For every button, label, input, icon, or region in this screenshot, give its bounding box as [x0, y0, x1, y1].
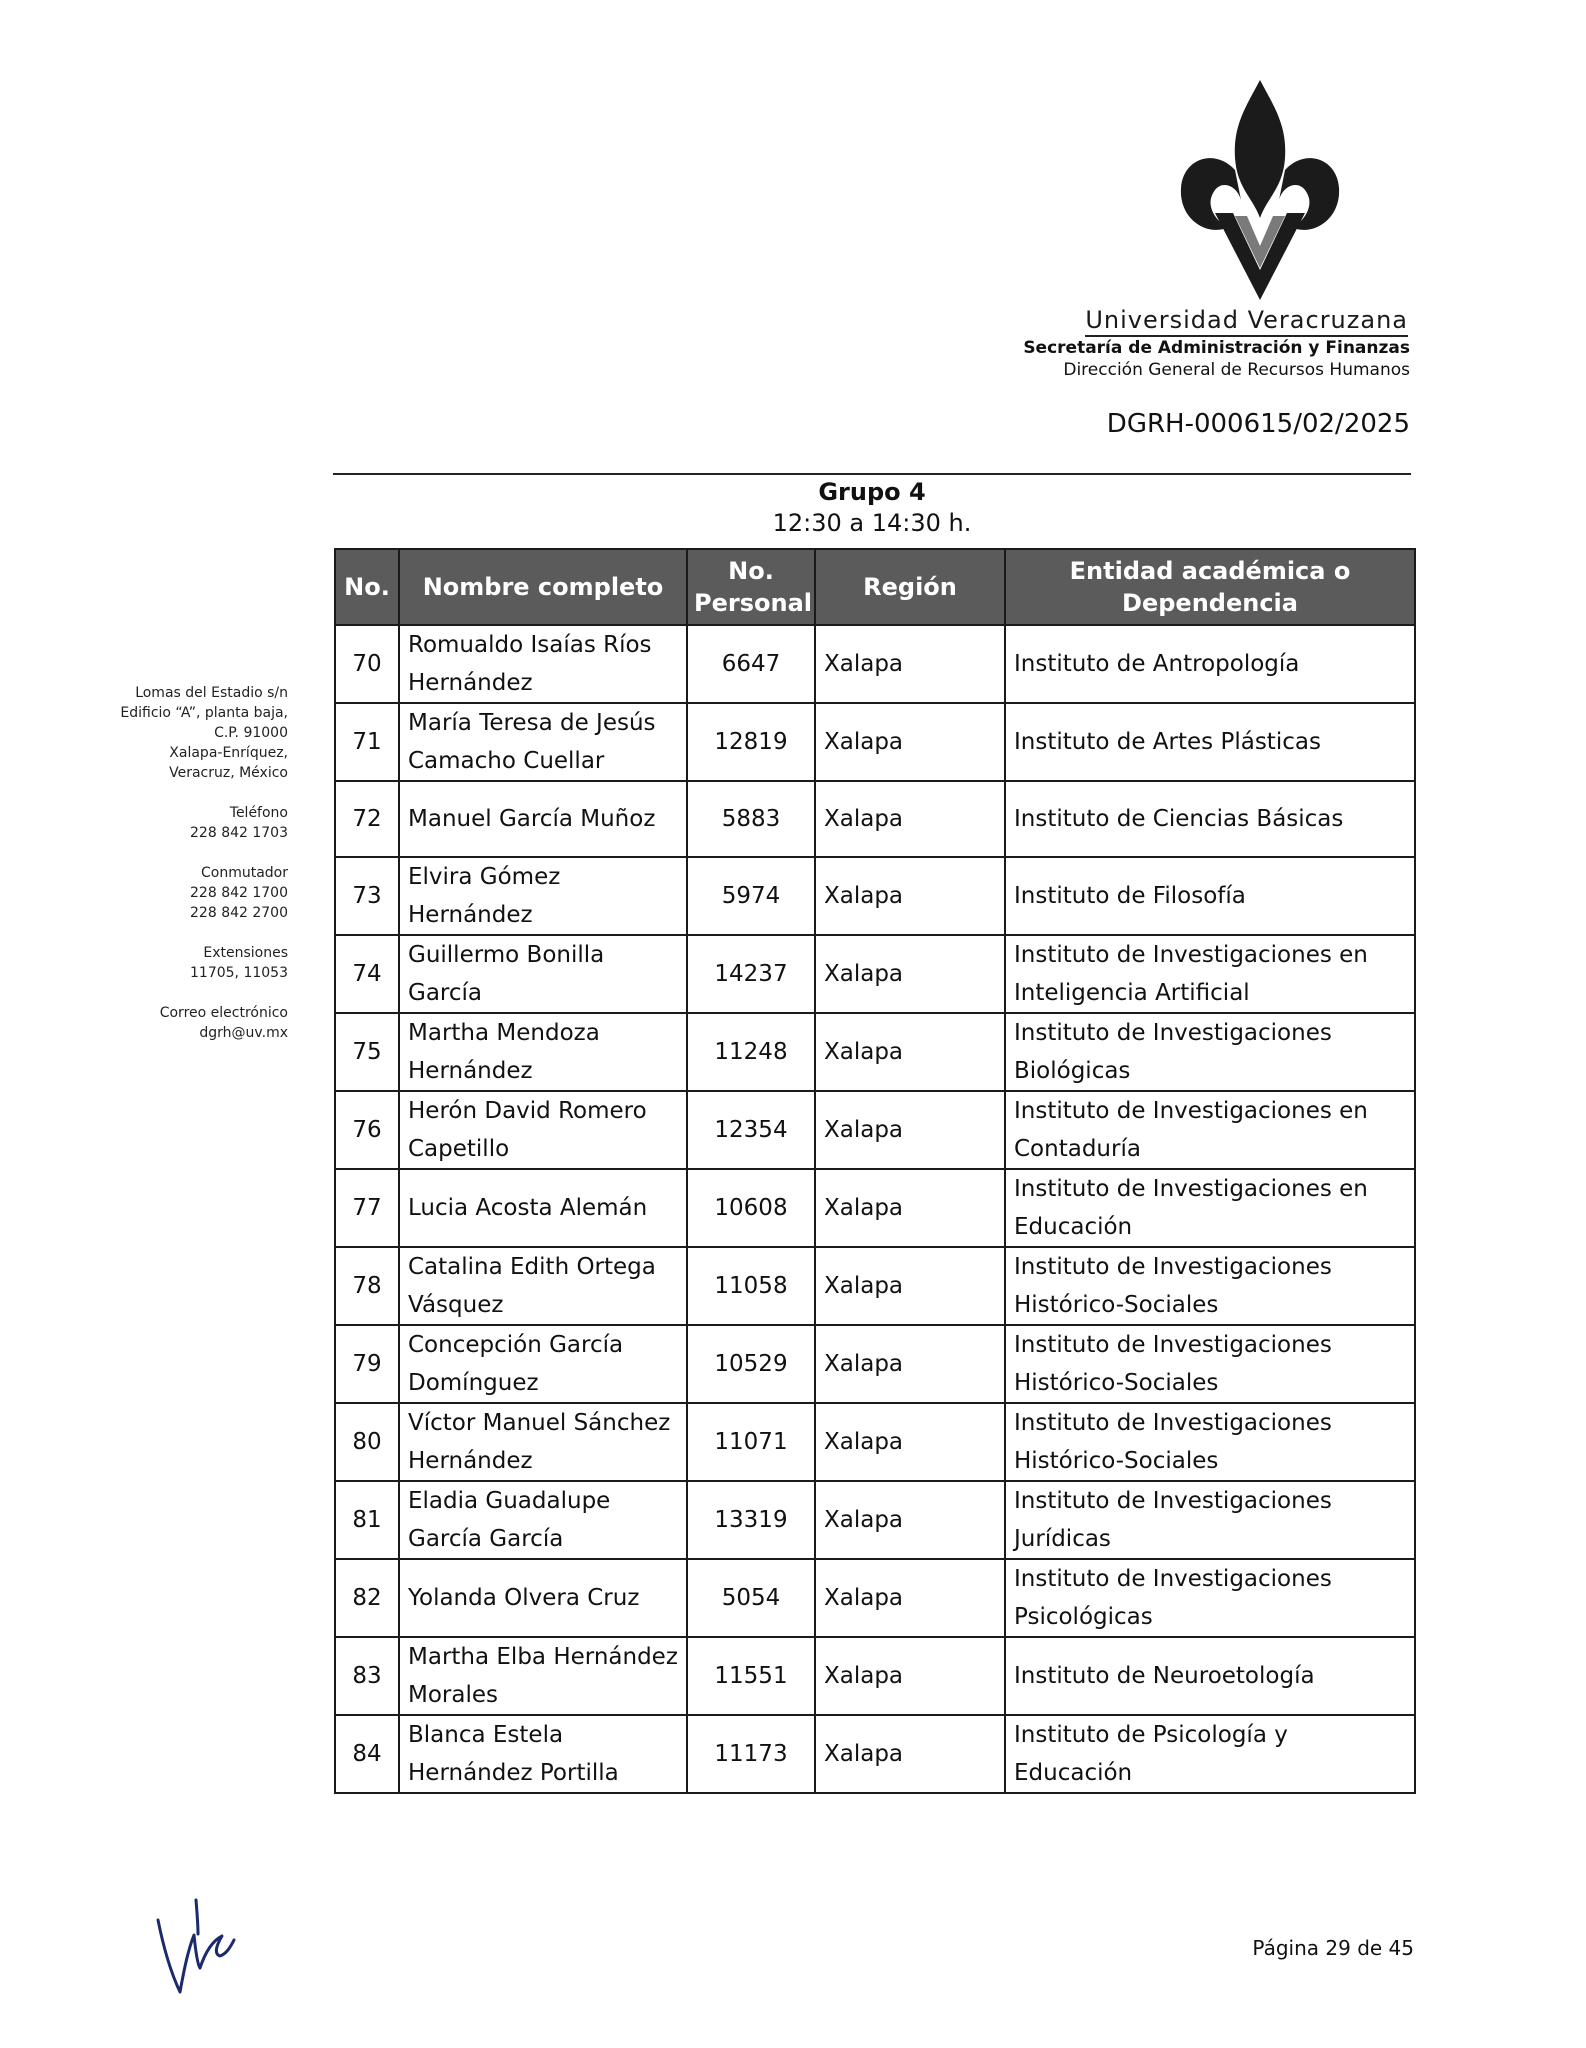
email-label: Correo electrónico	[159, 1005, 288, 1021]
row-personal-number: 5054	[687, 1559, 815, 1637]
row-region: Xalapa	[815, 1247, 1005, 1325]
row-number: 81	[335, 1481, 399, 1559]
table-row	[335, 935, 1415, 1013]
table-row	[335, 1403, 1415, 1481]
row-number: 72	[335, 781, 399, 857]
row-entity: Instituto de Investigaciones Histórico-Sociales	[1005, 1247, 1415, 1325]
row-full-name: Manuel García Muñoz	[399, 781, 687, 857]
signature-mark	[150, 1880, 240, 2000]
row-number: 76	[335, 1091, 399, 1169]
row-number: 78	[335, 1247, 399, 1325]
address-line: C.P. 91000	[214, 725, 288, 741]
row-number: 84	[335, 1715, 399, 1793]
row-number: 74	[335, 935, 399, 1013]
row-region: Xalapa	[815, 857, 1005, 935]
row-number: 77	[335, 1169, 399, 1247]
row-entity: Instituto de Investigaciones Biológicas	[1005, 1013, 1415, 1091]
phone-number: 228 842 1703	[190, 825, 288, 841]
row-personal-number: 6647	[687, 625, 815, 703]
row-number: 73	[335, 857, 399, 935]
header-personal: No. Personal	[687, 549, 815, 625]
row-region: Xalapa	[815, 935, 1005, 1013]
row-number: 71	[335, 703, 399, 781]
row-number: 82	[335, 1559, 399, 1637]
header-entity: Entidad académica o Dependencia	[1005, 549, 1415, 625]
email-block	[120, 1003, 288, 1043]
row-personal-number: 11173	[687, 1715, 815, 1793]
extensions-block	[120, 943, 288, 983]
switchboard-number: 228 842 2700	[190, 905, 288, 921]
row-region: Xalapa	[815, 1091, 1005, 1169]
table-row	[335, 703, 1415, 781]
row-full-name: Blanca Estela Hernández Portilla	[399, 1715, 687, 1793]
row-entity: Instituto de Filosofía	[1005, 857, 1415, 935]
row-personal-number: 10529	[687, 1325, 815, 1403]
table-body	[335, 625, 1415, 1793]
row-number: 75	[335, 1013, 399, 1091]
page-number: Página 29 de 45	[1252, 1936, 1414, 1960]
table-row	[335, 1247, 1415, 1325]
row-region: Xalapa	[815, 1481, 1005, 1559]
extensions-label: Extensiones	[203, 945, 288, 961]
contact-sidebar	[120, 683, 288, 1063]
table-row	[335, 1481, 1415, 1559]
row-full-name: Víctor Manuel Sánchez Hernández	[399, 1403, 687, 1481]
row-full-name: Herón David Romero Capetillo	[399, 1091, 687, 1169]
table-row	[335, 1325, 1415, 1403]
document-id: DGRH-000615/02/2025	[1106, 409, 1410, 439]
phone-label: Teléfono	[229, 805, 288, 821]
row-full-name: Eladia Guadalupe García García	[399, 1481, 687, 1559]
group-title: Grupo 4	[818, 478, 926, 506]
address-line: Lomas del Estadio s/n	[135, 685, 288, 701]
secretariat-name: Secretaría de Administración y Finanzas	[1023, 338, 1410, 358]
row-number: 80	[335, 1403, 399, 1481]
row-region: Xalapa	[815, 1403, 1005, 1481]
email-address: dgrh@uv.mx	[199, 1025, 288, 1041]
row-personal-number: 11071	[687, 1403, 815, 1481]
row-full-name: Romualdo Isaías Ríos Hernández	[399, 625, 687, 703]
row-full-name: María Teresa de Jesús Camacho Cuellar	[399, 703, 687, 781]
table-row	[335, 1715, 1415, 1793]
row-entity: Instituto de Investigaciones en Educación	[1005, 1169, 1415, 1247]
row-number: 70	[335, 625, 399, 703]
table-row	[335, 857, 1415, 935]
phone-block	[120, 803, 288, 843]
row-full-name: Concepción García Domínguez	[399, 1325, 687, 1403]
row-personal-number: 11551	[687, 1637, 815, 1715]
row-region: Xalapa	[815, 1715, 1005, 1793]
row-personal-number: 12354	[687, 1091, 815, 1169]
row-region: Xalapa	[815, 703, 1005, 781]
row-full-name: Martha Elba Hernández Morales	[399, 1637, 687, 1715]
row-region: Xalapa	[815, 1637, 1005, 1715]
switchboard-label: Conmutador	[200, 865, 288, 881]
roster-table	[334, 548, 1416, 1794]
row-entity: Instituto de Artes Plásticas	[1005, 703, 1415, 781]
address-line: Xalapa-Enríquez,	[169, 745, 288, 761]
row-entity: Instituto de Investigaciones en Inteligencia Artificial	[1005, 935, 1415, 1013]
address-line: Veracruz, México	[169, 765, 288, 781]
table-row	[335, 781, 1415, 857]
switchboard-number: 228 842 1700	[190, 885, 288, 901]
row-region: Xalapa	[815, 1169, 1005, 1247]
header-no: No.	[335, 549, 399, 625]
row-personal-number: 11058	[687, 1247, 815, 1325]
header-region: Región	[815, 549, 1005, 625]
row-full-name: Guillermo Bonilla García	[399, 935, 687, 1013]
row-entity: Instituto de Psicología y Educación	[1005, 1715, 1415, 1793]
row-entity: Instituto de Antropología	[1005, 625, 1415, 703]
row-entity: Instituto de Investigaciones Histórico-Sociales	[1005, 1403, 1415, 1481]
row-region: Xalapa	[815, 1325, 1005, 1403]
row-number: 83	[335, 1637, 399, 1715]
row-region: Xalapa	[815, 1013, 1005, 1091]
switchboard-block	[120, 863, 288, 923]
address-block	[120, 683, 288, 783]
table-row	[335, 1091, 1415, 1169]
row-personal-number: 10608	[687, 1169, 815, 1247]
table-row	[335, 1559, 1415, 1637]
row-full-name: Martha Mendoza Hernández	[399, 1013, 687, 1091]
row-entity: Instituto de Investigaciones Jurídicas	[1005, 1481, 1415, 1559]
directorate-name: Dirección General de Recursos Humanos	[1063, 360, 1410, 380]
table-row	[335, 1013, 1415, 1091]
university-logo-icon	[1175, 78, 1345, 303]
header-name: Nombre completo	[399, 549, 687, 625]
table-header-row	[335, 549, 1415, 625]
row-entity: Instituto de Ciencias Básicas	[1005, 781, 1415, 857]
row-entity: Instituto de Investigaciones Histórico-Sociales	[1005, 1325, 1415, 1403]
row-entity: Instituto de Investigaciones en Contaduría	[1005, 1091, 1415, 1169]
row-personal-number: 5974	[687, 857, 815, 935]
extensions-value: 11705, 11053	[190, 965, 288, 981]
row-full-name: Elvira Gómez Hernández	[399, 857, 687, 935]
row-region: Xalapa	[815, 625, 1005, 703]
row-personal-number: 11248	[687, 1013, 815, 1091]
header-rule	[333, 473, 1411, 475]
row-personal-number: 5883	[687, 781, 815, 857]
table-row	[335, 1637, 1415, 1715]
row-number: 79	[335, 1325, 399, 1403]
table-row	[335, 625, 1415, 703]
row-full-name: Catalina Edith Ortega Vásquez	[399, 1247, 687, 1325]
row-entity: Instituto de Investigaciones Psicológicas	[1005, 1559, 1415, 1637]
row-full-name: Lucia Acosta Alemán	[399, 1169, 687, 1247]
row-entity: Instituto de Neuroetología	[1005, 1637, 1415, 1715]
institution-name: Universidad Veracruzana	[1085, 306, 1408, 337]
row-region: Xalapa	[815, 1559, 1005, 1637]
row-personal-number: 12819	[687, 703, 815, 781]
table-row	[335, 1169, 1415, 1247]
group-time: 12:30 a 14:30 h.	[772, 509, 972, 537]
row-personal-number: 14237	[687, 935, 815, 1013]
row-region: Xalapa	[815, 781, 1005, 857]
row-personal-number: 13319	[687, 1481, 815, 1559]
address-line: Edificio “A”, planta baja,	[120, 705, 288, 721]
row-full-name: Yolanda Olvera Cruz	[399, 1559, 687, 1637]
